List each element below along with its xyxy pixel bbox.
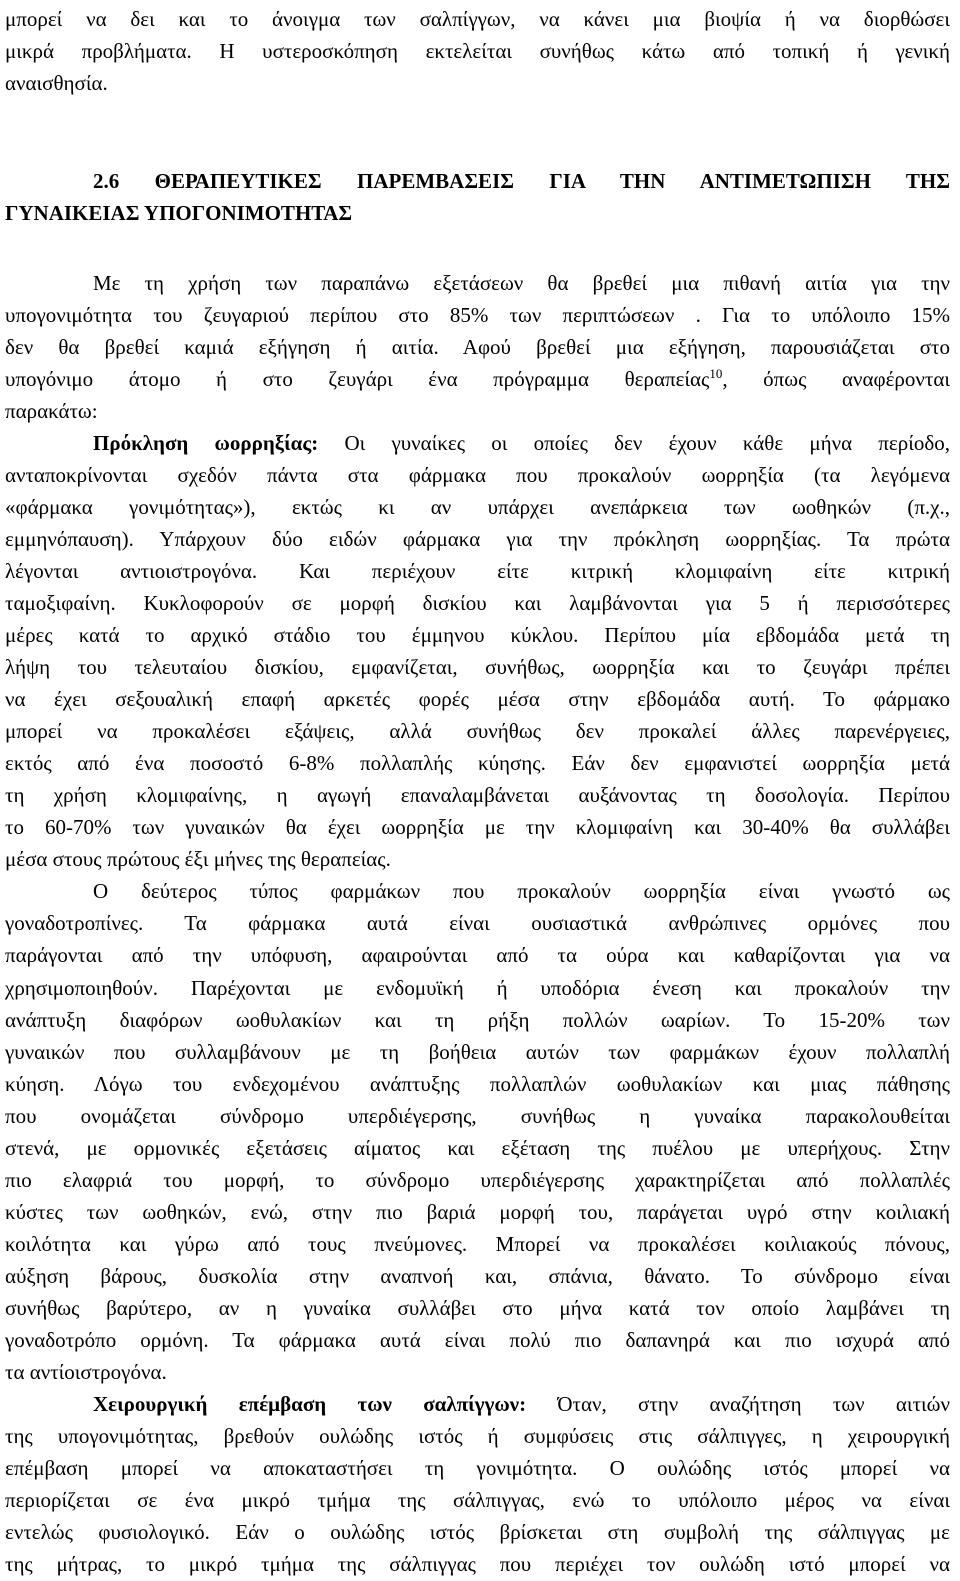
- paragraph-line: υπογονιμότητα του ζευγαριού περίπου στο 85% των περιπτώσεων . Για το υπόλοιπο 15%: [5, 302, 950, 327]
- paragraph-line: χρησιμοποιηθούν. Παρέχονται με ενδομυϊκή ή υποδόρια ένεση και προκαλούν την: [5, 975, 950, 1000]
- paragraph-text: Όταν, στην αναζήτηση των αιτιών: [526, 1391, 950, 1416]
- paragraph-line: κοιλότητα και γύρω από τους πνεύμονες. Μπορεί να προκαλέσει κοιλιακούς πόνους,: [5, 1231, 950, 1256]
- paragraph-line: παρακάτω:: [5, 398, 98, 423]
- paragraph-line: γυναικών που συλλαμβάνουν με τη βοήθεια αυτών των φαρμάκων έχουν πολλαπλή: [5, 1039, 950, 1064]
- reference-superscript: 10: [709, 365, 723, 381]
- paragraph-line: «φάρμακα γονιμότητας»), εκτώς κι αν υπάρχει ανεπάρκεια των ωοθηκών (π.χ.,: [5, 495, 950, 519]
- intro-line: μικρά προβλήματα. Η υστεροσκόπηση εκτελείται συνήθως κάτω από τοπική ή γενική: [5, 39, 950, 63]
- paragraph-line: Με τη χρήση των παραπάνω εξετάσεων θα βρεθεί μια πιθανή αιτία για την: [93, 270, 950, 295]
- paragraph-line: να έχει σεξουαλική επαφή αρκετές φορές μέσα στην εβδομάδα αυτή. Το φάρμακο: [5, 687, 950, 712]
- paragraph-line: κύηση. Λόγω του ενδεχομένου ανάπτυξης πολλαπλών ωοθυλακίων και μιας πάθησης: [5, 1071, 950, 1096]
- paragraph-line: ανταποκρίνονται σχεδόν πάντα στα φάρμακα που προκαλούν ωορρηξία (τα λεγόμενα: [5, 463, 950, 487]
- paragraph-line: γοναδοτροπίνες. Τα φάρμακα αυτά είναι ουσιαστικά ανθρώπινες ορμόνες που: [5, 911, 950, 936]
- paragraph-line: τη χρήση κλομιφαίνης, η αγωγή επαναλαμβάνεται αυξάνοντας τη δοσολογία. Περίπου: [5, 783, 950, 808]
- paragraph-line: μέρες κατά το αρχικό στάδιο του έμμηνου κύκλου. Περίπου μία εβδομάδα μετά τη: [5, 623, 950, 648]
- section-title-line1: ΘΕΡΑΠΕΥΤΙΚΕΣ ΠΑΡΕΜΒΑΣΕΙΣ ΓΙΑ ΤΗΝ ΑΝΤΙΜΕΤΩΠΙΣΗ ΤΗΣ: [154, 169, 950, 193]
- paragraph-line: δεν θα βρεθεί καμιά εξήγηση ή αιτία. Αφού βρεθεί μια εξήγηση, παρουσιάζεται στο: [5, 334, 950, 359]
- paragraph-line: Ο δεύτερος τύπος φαρμάκων που προκαλούν ωορρηξία είναι γνωστό ως: [93, 879, 950, 904]
- paragraph-text: Οι γυναίκες οι οποίες δεν έχουν κάθε μήνα περίοδο,: [318, 430, 950, 455]
- paragraph-line: εντελώς φυσιολογικό. Εάν ο ουλώδης ιστός βρίσκεται στη συμβολή της σάλπιγγας με: [5, 1520, 950, 1544]
- paragraph-text: υπογόνιμο άτομο ή στο ζευγάρι ένα πρόγραμμα θεραπείας: [5, 366, 710, 391]
- paragraph-line: μπορεί να προκαλέσει εξάψεις, αλλά συνήθως δεν προκαλεί άλλες παρενέργειες,: [5, 719, 950, 744]
- paragraph-line: συνήθως βαρύτερο, αν η γυναίκα συλλάβει στο μήνα κατά τον οποίο λαμβάνει τη: [5, 1295, 950, 1320]
- paragraph-line: λήψη του τελευταίου δισκίου, εμφανίζεται, συνήθως, ωορρηξία και το ζευγάρι πρέπει: [5, 655, 950, 680]
- paragraph-line: ανάπτυξη διαφόρων ωοθυλακίων και τη ρήξη πολλών ωαρίων. Το 15-20% των: [5, 1007, 950, 1032]
- paragraph-line: που ονομάζεται σύνδρομο υπερδιέγερσης, συνήθως η γυναίκα παρακολουθείται: [5, 1103, 950, 1128]
- surgery-label: Χειρουργική επέμβαση των σαλπίγγων:: [93, 1391, 527, 1416]
- ovulation-label: Πρόκληση ωορρηξίας:: [93, 430, 319, 455]
- section-heading: [93, 164, 950, 198]
- intro-line: μπορεί να δει και το άνοιγμα των σαλπίγγων, να κάνει μια βιοψία ή να διορθώσει: [5, 7, 950, 31]
- intro-line: αναισθησία.: [5, 71, 108, 96]
- paragraph-text: , όπως αναφέρονται: [722, 366, 950, 391]
- ovulation-first-line: [93, 426, 950, 460]
- paragraph-line: στενά, με ορμονικές εξετάσεις αίματος και εξέταση της πυέλου με υπερήχους. Στην: [5, 1135, 950, 1160]
- paragraph-line: μέσα στους πρώτους έξι μήνες της θεραπείας.: [5, 847, 391, 872]
- paragraph-line: [5, 362, 950, 396]
- paragraph-line: πιο ελαφριά του μορφή, το σύνδρομο υπερδιέγερσης χαρακτηρίζεται από πολλαπλές: [5, 1167, 950, 1192]
- paragraph-line: το 60-70% των γυναικών θα έχει ωορρηξία με την κλομιφαίνη και 30-40% θα συλλάβει: [5, 815, 950, 840]
- surgery-first-line: [93, 1387, 950, 1421]
- section-number: 2.6: [93, 169, 120, 193]
- paragraph-line: κύστες των ωοθηκών, ενώ, στην πιο βαριά μορφή του, παράγεται υγρό στην κοιλιακή: [5, 1199, 950, 1224]
- paragraph-line: λέγονται αντιοιστρογόνα. Και περιέχουν είτε κιτρική κλομιφαίνη είτε κιτρική: [5, 559, 950, 584]
- paragraph-line: γοναδοτρόπο ορμόνη. Τα φάρμακα αυτά είναι πολύ πιο δαπανηρά και πιο ισχυρά από: [5, 1327, 950, 1352]
- paragraph-line: εκτός από ένα ποσοστό 6-8% πολλαπλής κύησης. Εάν δεν εμφανιστεί ωορρηξία μετά: [5, 751, 950, 776]
- paragraph-line: επέμβαση μπορεί να αποκαταστήσει τη γονιμότητα. Ο ουλώδης ιστός μπορεί να: [5, 1455, 950, 1480]
- paragraph-line: τα αντίοιστρογόνα.: [5, 1359, 167, 1384]
- paragraph-line: παράγονται από την υπόφυση, αφαιρούνται από τα ούρα και καθαρίζονται για να: [5, 943, 950, 968]
- paragraph-line: αύξηση βάρους, δυσκολία στην αναπνοή και, σπάνια, θάνατο. Το σύνδρομο είναι: [5, 1263, 950, 1288]
- paragraph-line: περιορίζεται σε ένα μικρό τμήμα της σάλπιγγας, ενώ το υπόλοιπο μέρος να είναι: [5, 1487, 950, 1512]
- paragraph-line: ταμοξιφαίνη. Κυκλοφορούν σε μορφή δισκίου και λαμβάνονται για 5 ή περισσότερες: [5, 591, 950, 616]
- section-title-line2: ΓΥΝΑΙΚΕΙΑΣ ΥΠΟΓΟΝΙΜΟΤΗΤΑΣ: [5, 201, 353, 226]
- paragraph-line: της μήτρας, το μικρό τμήμα της σάλπιγγας που περιέχει τον ουλώδη ιστό μπορεί να: [5, 1552, 950, 1576]
- paragraph-line: εμμηνόπαυση). Υπάρχουν δύο ειδών φάρμακα για την πρόκληση ωορρηξίας. Τα πρώτα: [5, 527, 950, 551]
- paragraph-line: της υπογονιμότητας, βρεθούν ουλώδης ιστός ή συμφύσεις στις σάλπιγγες, η χειρουργική: [5, 1423, 950, 1448]
